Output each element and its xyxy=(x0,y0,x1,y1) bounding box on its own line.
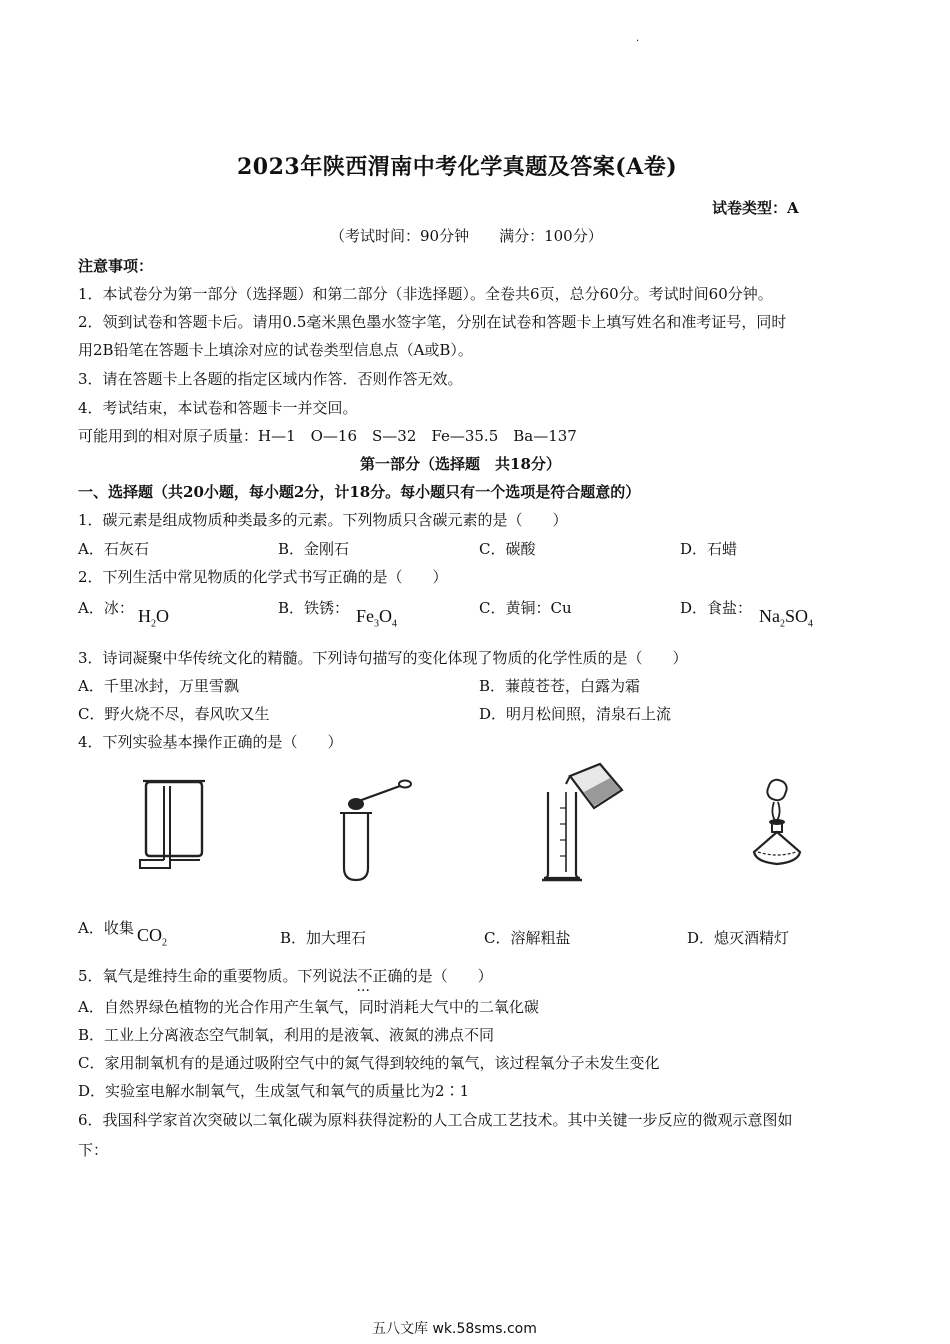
q6-stem: 6．我国科学家首次突破以二氧化碳为原料获得淀粉的人工合成工艺技术。其中关键一步反应的微观示意图如 xyxy=(78,1111,793,1129)
q1-option-c: C．碳酸 xyxy=(479,540,536,558)
q1-option-b: B．金刚石 xyxy=(278,540,350,558)
q2-formula-fe3o4: $Fe_3O_4$ xyxy=(356,606,397,630)
section-heading: 一、选择题（共20小题，每小题2分，计18分。每小题只有一个选项是符合题意的） xyxy=(78,483,641,501)
q4-option-b: B．加大理石 xyxy=(280,929,367,947)
q2-option-a-label: A．冰： xyxy=(78,599,134,617)
q4-option-a-label: A．收集 xyxy=(78,919,134,937)
header-dot: · xyxy=(636,36,640,47)
dissolve-salt-diagram xyxy=(540,762,630,884)
exam-info: （考试时间：90分钟 满分：100分） xyxy=(330,227,603,245)
note-4: 4．考试结束，本试卷和答题卡一并交回。 xyxy=(78,399,358,417)
q5-emphasis: 不正确 ··· xyxy=(358,967,403,985)
q5-option-b: B．工业上分离液态空气制氧，利用的是液氧、液氮的沸点不同 xyxy=(78,1026,495,1044)
q6-stem-cont: 下： xyxy=(78,1141,109,1159)
paper-type: 试卷类型：A xyxy=(712,199,799,217)
add-marble-diagram xyxy=(334,778,414,882)
q5-option-a: A．自然界绿色植物的光合作用产生氧气，同时消耗大气中的二氧化碳 xyxy=(78,998,539,1016)
part1-title: 第一部分（选择题 共18分） xyxy=(360,455,561,473)
q2-option-b-label: B．铁锈： xyxy=(278,599,350,617)
extinguish-lamp-diagram xyxy=(746,776,810,872)
q1-stem: 1．碳元素是组成物质种类最多的元素。下列物质只含碳元素的是（ ） xyxy=(78,511,568,529)
q4-option-d: D．熄灭酒精灯 xyxy=(687,929,790,947)
q2-formula-h2o: $H_2O$ xyxy=(138,606,169,630)
q3-stem: 3．诗词凝聚中华传统文化的精髓。下列诗句描写的变化体现了物质的化学性质的是（ ） xyxy=(78,649,688,667)
collect-co2-diagram xyxy=(134,776,206,876)
q3-option-b: B．蒹葭苍苍，白露为霜 xyxy=(479,677,641,695)
note-2: 2．领到试卷和答题卡后。请用0.5毫米黑色墨水签字笔，分别在试卷和答题卡上填写姓名和准考证号，同时 xyxy=(78,313,787,331)
q4-formula-co2: $CO_2$ xyxy=(137,925,168,949)
q2-stem: 2．下列生活中常见物质的化学式书写正确的是（ ） xyxy=(78,568,448,586)
q2-option-c: C．黄铜：Cu xyxy=(479,599,572,617)
notes-heading: 注意事项： xyxy=(78,257,154,275)
q3-option-a: A．千里冰封，万里雪飘 xyxy=(78,677,239,695)
q5-stem: 5．氧气是维持生命的重要物质。下列说法不正确 ···的是（ ） xyxy=(78,966,493,986)
atomic-mass: 可能用到的相对原子质量：H—1 O—16 S—32 Fe—35.5 Ba—137 xyxy=(78,427,577,445)
footer-watermark: 五八文库 wk.58sms.com xyxy=(372,1321,537,1337)
q1-option-d: D．石蜡 xyxy=(680,540,738,558)
note-2-cont: 用2B铅笔在答题卡上填涂对应的试卷类型信息点（A或B）。 xyxy=(78,341,473,359)
note-3: 3．请在答题卡上各题的指定区域内作答．否则作答无效。 xyxy=(78,370,463,388)
q2-formula-na2so4: $Na_2SO_4$ xyxy=(759,606,814,630)
q3-option-d: D．明月松间照，清泉石上流 xyxy=(479,705,672,723)
q4-stem: 4．下列实验基本操作正确的是（ ） xyxy=(78,733,343,751)
page-title: 2023年陕西渭南中考化学真题及答案(A卷) xyxy=(237,154,678,180)
note-1: 1．本试卷分为第一部分（选择题）和第二部分（非选择题）。全卷共6页，总分60分。考试时间60分钟。 xyxy=(78,285,773,303)
q5-option-d: D．实验室电解水制氧气，生成氢气和氧气的质量比为2∶1 xyxy=(78,1082,470,1100)
q5-option-c: C．家用制氧机有的是通过吸附空气中的氮气得到较纯的氧气，该过程氧分子未发生变化 xyxy=(78,1054,660,1072)
q1-option-a: A．石灰石 xyxy=(78,540,149,558)
q2-option-d-label: D．食盐： xyxy=(680,599,753,617)
q4-option-c: C．溶解粗盐 xyxy=(484,929,571,947)
q3-option-c: C．野火烧不尽，春风吹又生 xyxy=(78,705,270,723)
